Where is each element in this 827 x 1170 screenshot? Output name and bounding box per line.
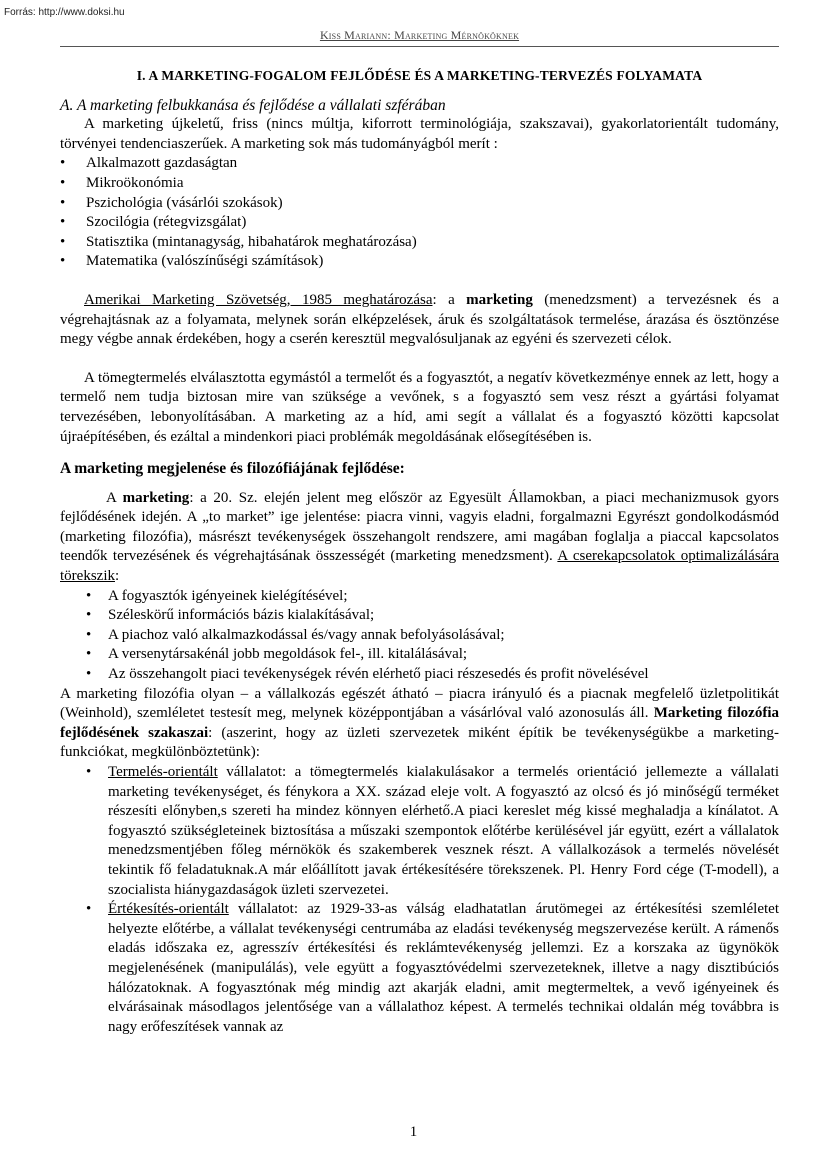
list-item: • A versenytársakénál jobb megoldások fel-, ill. kitalálásával; [60,645,779,665]
ama-definition [60,291,779,350]
stages-list [60,763,779,1037]
chapter-title: I. A MARKETING-FOGALOM FEJLŐDÉSE ÉS A MARKETING-TERVEZÉS FOLYAMATA [136,68,703,83]
list-item: • A piachoz való alkalmazkodással és/vagy annak befolyásolásával; [60,626,779,646]
def-colon: : [114,568,120,585]
running-header [60,26,779,44]
disciplines-list [60,154,779,272]
intro-paragraph: A marketing újkeletű, friss (nincs múltja, kiforrott terminológiája, szakszavai), gyakorlatorientált tudomány, törvényei tendenciaszerűek. A marketing sok más tudományágból merít : [60,116,779,152]
section-a-heading: A. A marketing felbukkanása és fejlődése a vállalati szférában [60,96,446,114]
source-note: Forrás: http://www.doksi.hu [4,7,125,18]
stage-item [60,763,779,900]
list-item: • Mikroökonómia [60,174,779,194]
header-rule [60,46,779,47]
mass-production-paragraph: A tömegtermelés elválasztotta egymástól a termelőt és a fogyasztót, a negatív következménye ennek az lett, hogy a termelő nem tudja biztosan mire van szüksége a vevőnek, s a fogyasztó sem vesz részt a gyártási folyamat tervezésében, lebonyolításában. A marketing az a híd, ami segít a vállalat és a fogyasztó közötti kapcsolat újraépítésében, és ezáltal a mindenkori piaci problémák megoldásának elősegítésében is. [60,369,779,445]
list-item: • Matematika (valószínűségi számítások) [60,252,779,272]
philosophy-text-2: : (aszerint, hogy az üzleti szervezetek miként építik be tevékenységükbe a marketing-funkciókat, megkülönböztetünk): [60,724,779,761]
stage-label: Értékesítés-orientált [108,901,229,918]
philosophy-text-1: A marketing filozófia olyan – a vállalkozás egészét átható – piacra irányuló és a piacnak megfelelő üzletpolitikát (Weinhold), szemléletet testesít meg, melynek középpontjában a vásárlóval való azonosulás áll. [60,685,779,722]
optimization-list [60,587,779,685]
running-header-text: Kiss Mariann: Marketing Mérnököknek [319,28,520,42]
stage-text: vállalatot: a tömegtermelés kialakulásakor a termelés orientáció jellemezte a vállalati marketing tevékenységet, és fénykora a XX. század eleje volt. A fogyasztó az olcsó és jó minőségű terméket részesíti előnyben,s szereti ha mindez könnyen elérhető.A piaci kereslet még kissé meghaladja a kínálatot. A fogyasztó szükségleteinek biztosítása a műszaki szempontok előtérbe kerülésével jár együtt, ezért a vállalatok menedzsmentjében főleg mérnökök és szakemberek vesznek részt. A vállalkozások a termelés növelését tekintik fő feladatuknak.A már előállított javak értékesítésére törekszenek. Pl. Henry Ford cége (T-modell), a szocialista hiánygazdaságok üzleti szervezetei. [108,764,779,898]
list-item: • Az összehangolt piaci tevékenységek révén elérhető piaci részesedés és profit növelésével [60,665,779,685]
page-content [60,66,779,1037]
list-item: • Alkalmazott gazdaságtan [60,154,779,174]
def-text: : a 20. Sz. elején jelent meg először az Egyesült Államokban, a piaci mechanizmusok gyors fejlődésének idején. A „to market” ige jelentése: piacra vinni, vagyis eladni, forgalmazni Egyrészt gondolkodásmód (marketing filozófia), másrészt tevékenységek összehangolt rendszere, ami magában foglalja a piaccal kapcsolatos teendők tervezésének és végrehajtásának összességét (marketing menedzsment). [60,489,779,565]
stage-item [60,900,779,1037]
list-item: • Pszichológia (vásárlói szokások) [60,194,779,214]
stage-text: vállalatot: az 1929-33-as válság eladhatatlan árutömegei az értékesítési szemléletet helyezte előtérbe, a vállalat tevékenységi centrumába az eladási tevékenység megszervezése került. A rámenős eladás időszaka ez, agresszív értékesítési és reklámtevékenység jellemzi. Ez a korszaka az ügynökök megjelenésének (manipulálás), vele együtt a fogyasztóvédelmi szervezeteknek, illetve a nagy disztibúciós hálózatoknak. A fogyasztónak még mindig azt akarják eladni, amit megtermeltek, a vevő igényeinek és elvárásainak másodlagos jelentősége van a vállalathoz képest. A termelés technikai oldalán még továbbra is nagy erőfeszítések vannak az [108,901,779,1035]
ama-text-2: (menedzsment) a tervezésnek és a végrehajtásnak az a folyamata, melynek során elképzelések, áruk és szolgáltatások termelése, árazása és ösztönzése megy végbe annak érdekében, hogy a cserén keresztül megvalósuljanak az egyéni és szervezeti célok. [60,291,780,348]
list-item: • Széleskörű információs bázis kialakításával; [60,606,779,626]
spacer [60,350,779,369]
ama-source-label: Amerikai Marketing Szövetség, 1985 meghatározása [84,291,433,308]
def-underlined: A cserekapcsolatok optimalizálására törekszik [60,548,779,585]
ama-term: marketing [466,291,533,308]
list-item: • Statisztika (mintanagyság, hibahatárok meghatározása) [60,233,779,253]
philosophy-paragraph [60,685,779,763]
section-heading: A marketing megjelenése és filozófiájának fejlődése: [60,460,405,478]
philosophy-bold: Marketing filozófia fejlődésének szakaszai [60,705,779,741]
list-item: • Szocilógia (rétegvizsgálat) [60,213,779,233]
marketing-definition [60,489,779,587]
list-item: • A fogyasztók igényeinek kielégítésével; [60,587,779,607]
ama-text-1: : a [432,291,467,308]
stage-label: Termelés-orientált [108,764,218,780]
page-number: 1 [409,1124,418,1140]
def-pre: A [106,489,123,506]
spacer [60,272,779,291]
def-term: marketing [122,489,190,506]
